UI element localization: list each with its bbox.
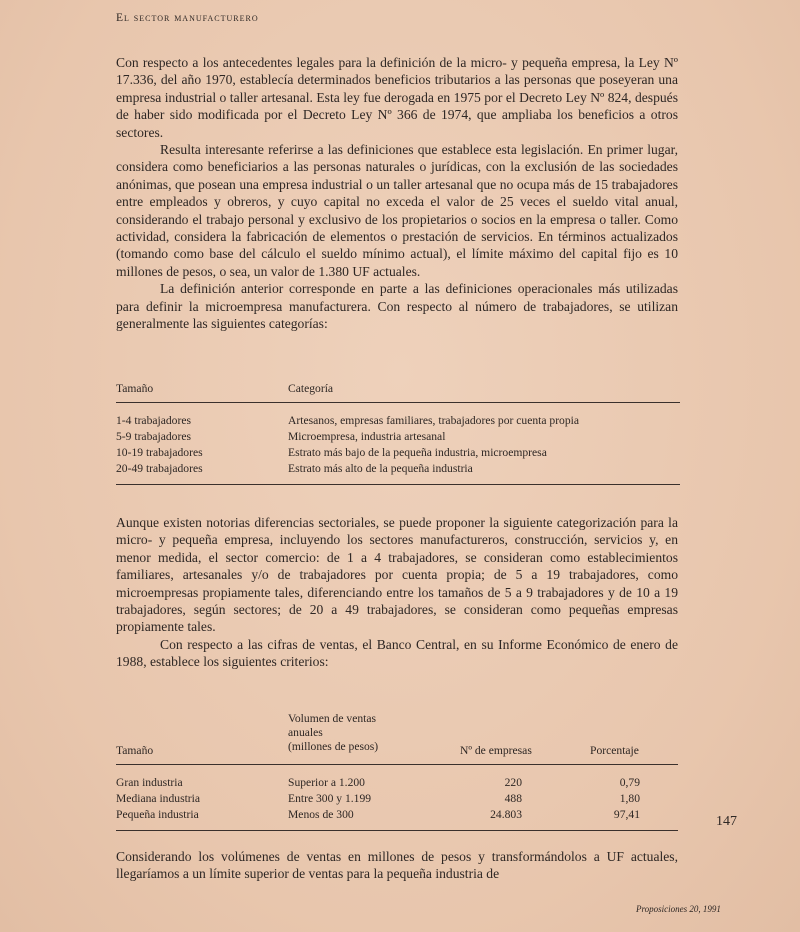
cell-size: Mediana industria [116, 792, 201, 805]
column-header-size: Tamaño [116, 744, 154, 757]
paragraph-legislation-definitions: Resulta interesante referirse a las definiciones que establece esta legislación. En primer lugar, considera como beneficiarios a las personas naturales o jurídicas, con la exclusión de las sociedades anónimas, que posean una empresa industrial o un taller artesanal que no ocupa más de 15 trabajadores entre empleados y obreros, y cuyo capital no exceda el valor de 25 veces el sueldo vital anual, considerando el trabajo personal y exclusivo de los propietarios o socios en la empresa o taller. Como actividad, considera la fabricación de elementos o prestación de servicios. En términos actualizados (tomando como base del cálculo el sueldo mínimo actual), el límite máximo del capital fijo es 10 millones de pesos, o sea, un valor de 1.380 UF actuales. [116, 142, 678, 279]
cell-percent: 97,41 [613, 808, 640, 821]
cell-size: 5-9 trabajadores [116, 430, 192, 443]
intro-text [116, 54, 678, 333]
cell-category: Estrato más alto de la pequeña industria [288, 462, 473, 475]
paragraph-sales-criteria: Con respecto a las cifras de ventas, el Banco Central, en su Informe Económico de enero de 1988, establece los siguientes criterios: [116, 636, 678, 670]
page-number: 147 [716, 814, 737, 829]
cell-percent: 1,80 [619, 792, 640, 805]
running-header: El sector manufacturero [116, 12, 259, 24]
cell-size: Pequeña industria [116, 808, 199, 821]
cell-count: 488 [504, 792, 522, 805]
cell-size: 1-4 trabajadores [116, 414, 192, 427]
cell-percent: 0,79 [619, 776, 640, 789]
cell-volume: Menos de 300 [288, 808, 354, 821]
cell-size: 10-19 trabajadores [116, 446, 203, 459]
table-row [116, 776, 678, 792]
cell-size: Gran industria [116, 776, 183, 789]
table-row [116, 430, 680, 446]
cell-category: Artesanos, empresas familiares, trabajadores por cuenta propia [288, 414, 580, 427]
worker-categories-table [116, 382, 680, 486]
cell-volume: Superior a 1.200 [288, 776, 365, 789]
cell-category: Estrato más bajo de la pequeña industria, microempresa [288, 446, 547, 459]
paragraph-operational-definitions: La definición anterior corresponde en parte a las definiciones operacionales más utilizadas para definir la microempresa manufacturera. Con respecto al número de trabajadores, se utilizan generalmente las siguientes categorías: [116, 281, 678, 332]
cell-size: 20-49 trabajadores [116, 462, 203, 475]
cell-volume: Entre 300 y 1.199 [288, 792, 372, 805]
cell-count: 220 [504, 776, 522, 789]
sales-volume-table [116, 712, 678, 836]
table-header [116, 382, 680, 403]
table-row [116, 414, 680, 430]
table-bottom-rule [116, 484, 680, 485]
table-row [116, 808, 678, 824]
cell-category: Microempresa, industria artesanal [288, 430, 446, 443]
column-header-volume: Volumen de ventas anuales (millones de pesos) [288, 712, 379, 753]
table-row [116, 792, 678, 808]
middle-text [116, 514, 678, 671]
cell-count: 24.803 [490, 808, 522, 821]
table-bottom-rule [116, 830, 678, 831]
paragraph-sales-uf: Considerando los volúmenes de ventas en millones de pesos y transformándolos a UF actuales, llegaríamos a un límite superior de ventas para la pequeña industria de [116, 849, 678, 882]
table-row [116, 446, 680, 462]
table-row [116, 462, 680, 478]
column-header-size: Tamaño [116, 382, 154, 395]
paragraph-legal-background: Con respecto a los antecedentes legales para la definición de la micro- y pequeña empresa, la Ley Nº 17.336, del año 1970, establecía determinados beneficios tributarios a las personas que poseyeran una empresa industrial o taller artesanal. Esta ley fue derogada en 1975 por el Decreto Ley Nº 824, después de haber sido modificada por el Decreto Ley Nº 366 de 1974, que ampliaba los beneficios a otros sectores. [116, 55, 678, 140]
column-header-category: Categoría [288, 382, 334, 395]
column-header-percent: Porcentaje [590, 744, 639, 757]
publication-footer: Proposiciones 20, 1991 [636, 904, 721, 914]
column-header-count: Nº de empresas [460, 744, 532, 757]
paragraph-sector-categorization: Aunque existen notorias diferencias sectoriales, se puede proponer la siguiente categorización para la micro- y pequeña empresa, incluyendo los sectores manufactureros, construcción, servicios y, en menor medida, el sector comercio: de 1 a 4 trabajadores, se consideran como establecimientos familiares, artesanales y/o de trabajadores por cuenta propia; de 5 a 19 trabajadores, como microempresas propiamente tales, diferenciando entre los tamaños de 5 a 9 trabajadores y de 10 a 19 trabajadores, según sectores; de 20 a 49 trabajadores, se consideran como pequeñas empresas propiamente tales. [116, 515, 678, 635]
closing-text [116, 848, 678, 883]
table-header-rule [116, 764, 678, 765]
